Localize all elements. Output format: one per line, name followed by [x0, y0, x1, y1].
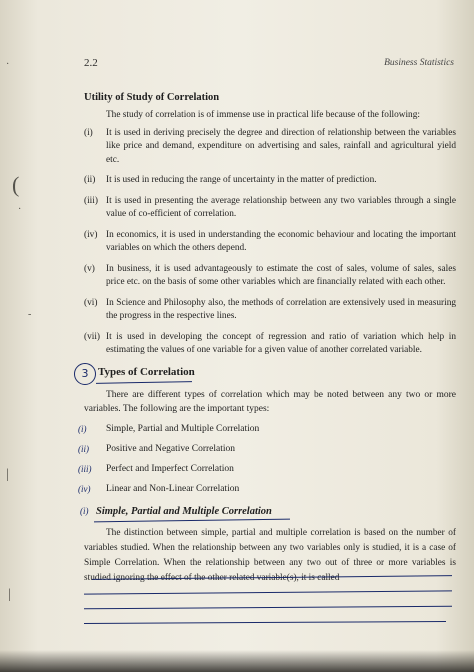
handwritten-mark: (iv) — [78, 483, 91, 494]
pen-underline — [84, 621, 446, 624]
list-item: (v) In business, it is used advantageously to estimate the cost of sales, volume of sales, sales price etc. on the basis of some other variables which are financially related with each other. — [84, 263, 456, 287]
type-item: (i) Simple, Partial and Multiple Correlation — [78, 423, 260, 434]
list-item: (ii) It is used in reducing the range of uncertainty in the matter of prediction. — [84, 175, 377, 185]
pen-underline — [96, 381, 192, 384]
subsection-heading-block — [80, 505, 456, 522]
list-item: (vi) In Science and Philosophy also, the methods of correlation are extensively used in measuring the progress in the respective lines. — [84, 297, 456, 321]
section-heading: Types of Correlation — [98, 365, 195, 378]
margin-mark: | — [8, 587, 11, 602]
handwritten-mark: (ii) — [78, 443, 89, 454]
type-item: (ii) Positive and Negative Correlation — [78, 443, 236, 454]
handwritten-mark: (iii) — [78, 463, 92, 474]
list-item: (iv) In economics, it is used in understanding the economic behaviour and locating the important variables on which the others depend. — [84, 229, 456, 253]
page-number: 2.2 — [84, 57, 98, 69]
pen-underline — [84, 606, 452, 610]
intro-paragraph: The study of correlation is of immense use in practical life because of the following: — [106, 110, 420, 120]
pen-underline — [94, 518, 290, 522]
running-title: Business Statistics — [384, 58, 454, 68]
margin-mark: · — [6, 59, 10, 70]
types-intro-paragraph: There are different types of correlation which may be noted between any two or more variables. The following are the important types: — [84, 389, 456, 414]
margin-mark: · — [18, 204, 22, 215]
handwritten-mark: (i) — [78, 423, 87, 434]
margin-mark: | — [6, 467, 9, 482]
handwritten-circle-number: 3 — [74, 363, 96, 385]
list-item: (i) It is used in deriving precisely the degree and direction of relationship between the variables like price and demand, expenditure on advertising and sales, rainfall and agricultural yield etc. — [84, 127, 456, 165]
simple-correlation-paragraph: The distinction between simple, partial and multiple correlation is based on the number of variables studied. When the relationship between any two variables only is studied, it is a case of Simple Correlation. When the relationship between any two out of three or more variables is studied ignoring the effect of the other related variable(s), it is called — [84, 527, 456, 583]
pen-underline — [84, 590, 452, 594]
page-header — [84, 57, 454, 71]
type-item: (iii) Perfect and Imperfect Correlation — [78, 463, 234, 474]
margin-mark: ( — [12, 172, 20, 197]
types-heading-block — [80, 366, 456, 384]
type-item: (iv) Linear and Non-Linear Correlation — [78, 483, 240, 494]
page-edge-shadow — [0, 650, 474, 672]
subsection-heading: Simple, Partial and Multiple Correlation — [96, 505, 272, 517]
handwritten-mark: (i) — [80, 505, 89, 516]
list-item: (iii) It is used in presenting the average relationship between any two variables through a single value of co-efficient of correlation. — [84, 195, 456, 219]
section-heading: Utility of Study of Correlation — [84, 92, 220, 103]
margin-mark: - — [28, 309, 32, 320]
list-item: (vii) It is used in developing the concept of regression and ratio of variation which help in estimating the values of one variable for a given value of another correlated variable. — [84, 331, 456, 355]
page-content — [78, 92, 456, 586]
